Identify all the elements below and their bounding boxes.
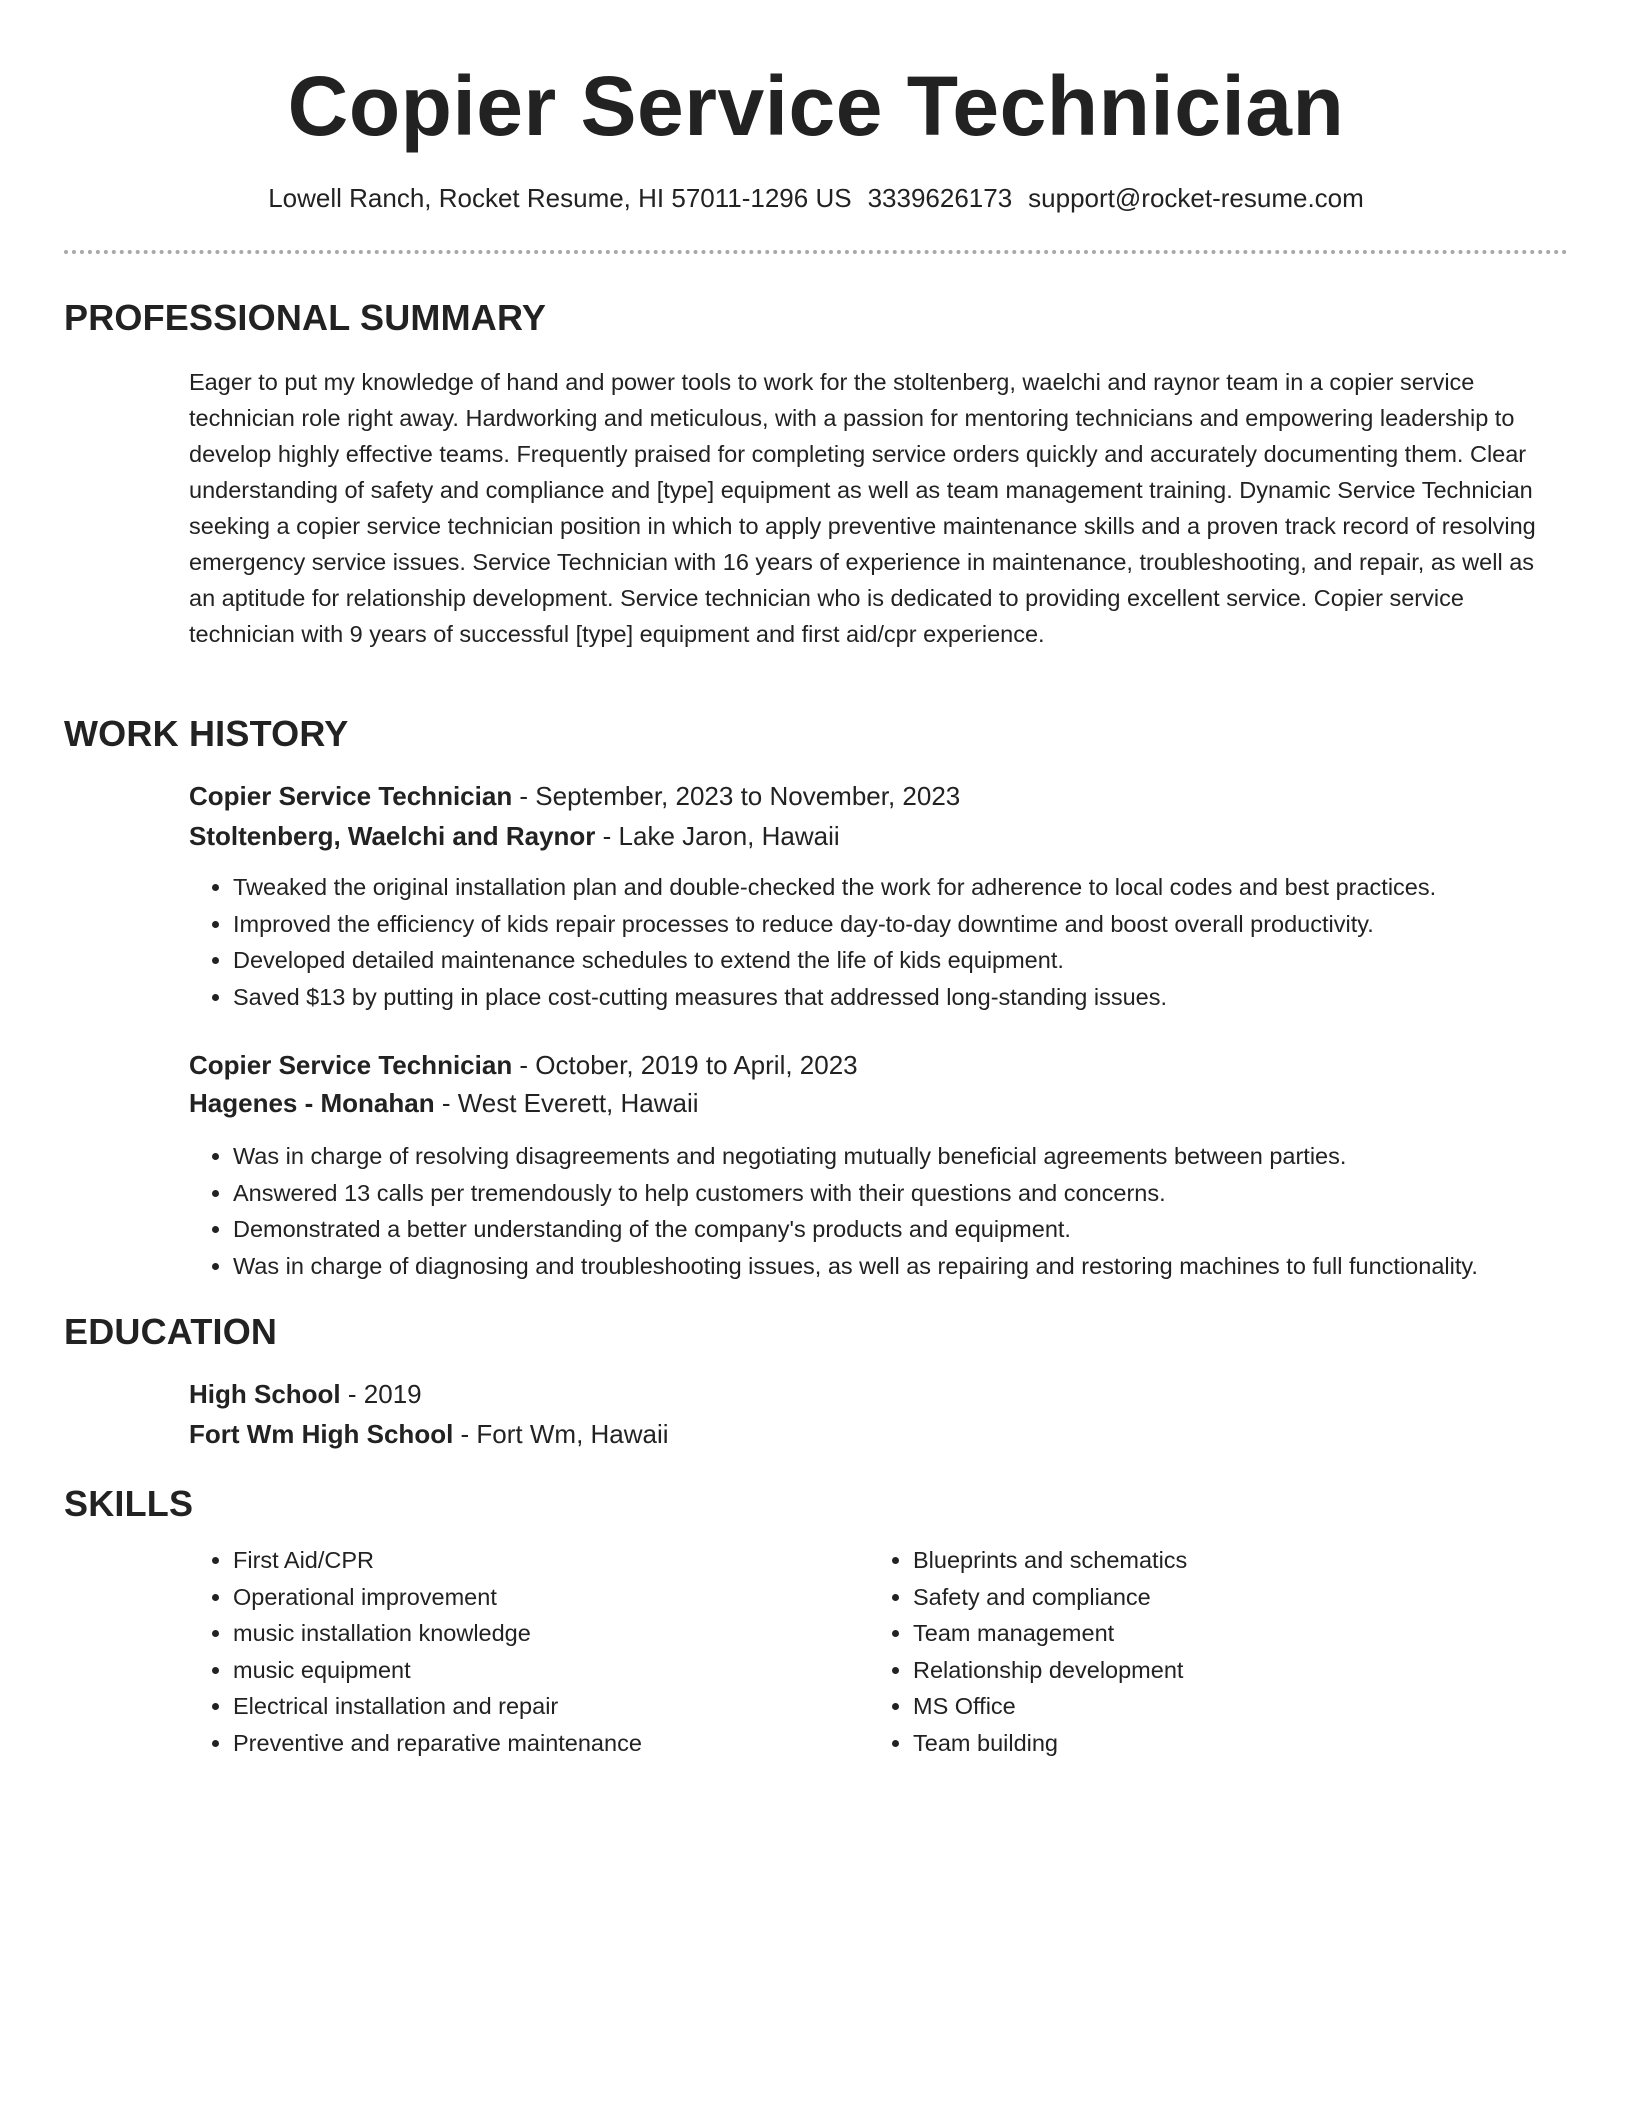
contact-phone: 3339626173	[867, 183, 1013, 213]
job-1-dates: - September, 2023 to November, 2023	[512, 781, 961, 811]
section-title-education: EDUCATION	[64, 1311, 278, 1352]
education-location: - Fort Wm, Hawaii	[453, 1419, 669, 1449]
job-1-bullets	[189, 869, 1436, 1015]
list-item: • Was in charge of resolving disagreements and negotiating mutually beneficial agreements between parties.	[233, 1138, 1478, 1175]
list-item: • Answered 13 calls per tremendously to help customers with their questions and concerns.	[233, 1175, 1478, 1212]
candidate-name: Copier Service Technician	[287, 59, 1345, 153]
summary-text: Eager to put my knowledge of hand and power tools to work for the stoltenberg, waelchi and raynor team in a copier service technician role right away. Hardworking and meticulous, with a passion for mentoring technicians and empowering leadership to develop highly effective teams. Frequently praised for completing service orders quickly and accurately documenting them. Clear understanding of safety and compliance and [type] equipment as well as team management training. Dynamic Service Technician seeking a copier service technician position in which to apply preventive maintenance skills and a proven track record of resolving emergency service issues. Service Technician with 16 years of experience in maintenance, troubleshooting, and repair, as well as an aptitude for relationship development. Service technician who is dedicated to providing excellent service. Copier service technician with 9 years of successful [type] equipment and first aid/cpr experience.	[189, 369, 1536, 647]
skill-item: • Preventive and reparative maintenance	[233, 1725, 642, 1762]
skill-item: • Team management	[913, 1615, 1187, 1652]
education-year: - 2019	[340, 1379, 422, 1409]
skill-item: • music equipment	[233, 1652, 642, 1689]
job-2-company-line	[189, 1084, 699, 1122]
header-divider	[64, 250, 1568, 254]
skill-item: • Electrical installation and repair	[233, 1688, 642, 1725]
list-item: • Was in charge of diagnosing and troubleshooting issues, as well as repairing and restoring machines to full functionality.	[233, 1248, 1478, 1285]
skill-item: • Safety and compliance	[913, 1579, 1187, 1616]
skill-item: • Blueprints and schematics	[913, 1542, 1187, 1579]
skill-item: • MS Office	[913, 1688, 1187, 1725]
contact-line	[0, 178, 1632, 218]
job-1-company-line	[189, 817, 840, 855]
job-2-dates: - October, 2019 to April, 2023	[512, 1050, 858, 1080]
job-2-role: Copier Service Technician	[189, 1050, 513, 1080]
education-degree: High School	[189, 1379, 341, 1409]
list-item: • Tweaked the original installation plan and double-checked the work for adherence to local codes and best practices.	[233, 869, 1436, 906]
section-title-skills: SKILLS	[64, 1483, 194, 1524]
skill-item: • First Aid/CPR	[233, 1542, 642, 1579]
job-1-title-line	[189, 777, 960, 815]
list-item: • Demonstrated a better understanding of the company's products and equipment.	[233, 1211, 1478, 1248]
section-title-work-history: WORK HISTORY	[64, 713, 349, 754]
education-school: Fort Wm High School	[189, 1419, 454, 1449]
job-2-location: - West Everett, Hawaii	[434, 1088, 699, 1118]
section-title-summary: PROFESSIONAL SUMMARY	[64, 297, 547, 338]
education-school-line	[189, 1415, 669, 1453]
skill-item: • Operational improvement	[233, 1579, 642, 1616]
skill-item: • Relationship development	[913, 1652, 1187, 1689]
job-2-bullets	[189, 1138, 1478, 1284]
list-item: • Developed detailed maintenance schedules to extend the life of kids equipment.	[233, 942, 1436, 979]
job-1-role: Copier Service Technician	[189, 781, 513, 811]
job-2-title-line	[189, 1046, 858, 1084]
list-item: • Saved $13 by putting in place cost-cutting measures that addressed long-standing issues.	[233, 979, 1436, 1016]
job-1-company: Stoltenberg, Waelchi and Raynor	[189, 821, 596, 851]
skill-item: • Team building	[913, 1725, 1187, 1762]
skill-item: • music installation knowledge	[233, 1615, 642, 1652]
job-2-company: Hagenes - Monahan	[189, 1088, 435, 1118]
list-item: • Improved the efficiency of kids repair processes to reduce day-to-day downtime and boost overall productivity.	[233, 906, 1436, 943]
skills-list-right	[869, 1542, 1187, 1761]
job-1-location: - Lake Jaron, Hawaii	[595, 821, 840, 851]
contact-email: support@rocket-resume.com	[1028, 183, 1364, 213]
education-degree-line	[189, 1375, 422, 1413]
contact-address: Lowell Ranch, Rocket Resume, HI 57011-1296 US	[268, 183, 852, 213]
skills-list-left	[189, 1542, 642, 1761]
